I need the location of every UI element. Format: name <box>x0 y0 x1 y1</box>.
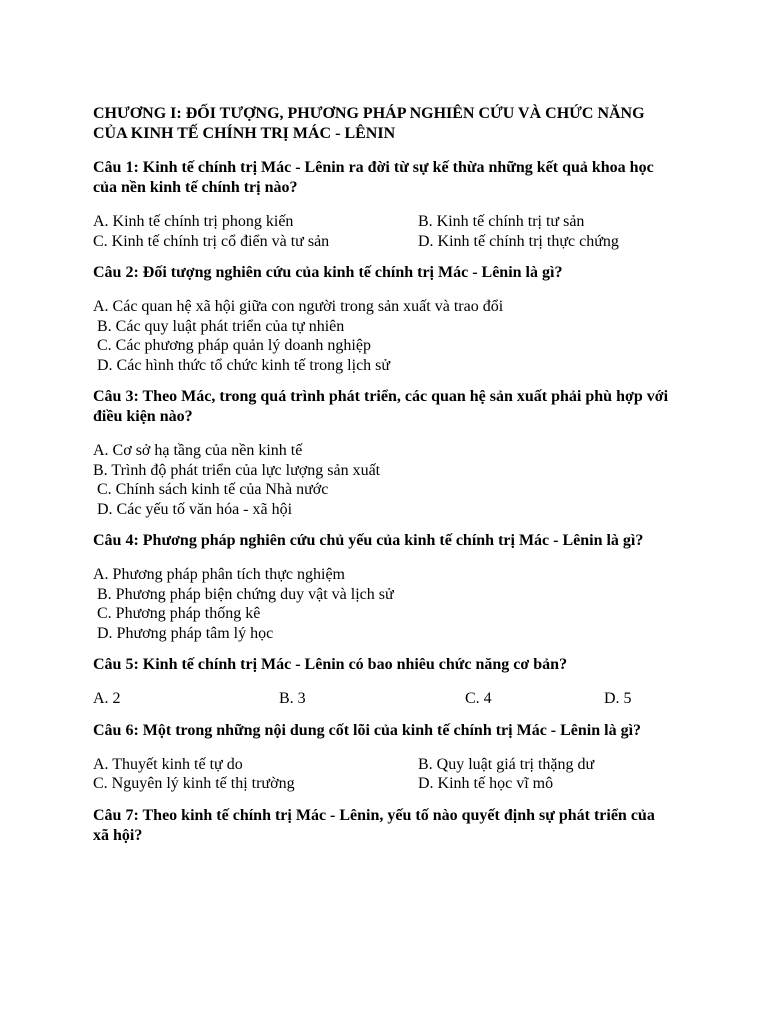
document-page <box>93 104 673 860</box>
options-list <box>93 441 673 519</box>
question-text: Câu 5: Kinh tế chính trị Mác - Lênin có bao nhiêu chức năng cơ bản? <box>93 656 568 673</box>
option-b: B. Các quy luật phát triển của tự nhiên <box>93 317 345 335</box>
question-3 <box>93 387 673 519</box>
option-b: B. Kinh tế chính trị tư sản <box>418 213 585 230</box>
question-text: Câu 7: Theo kinh tế chính trị Mác - Lênin, yếu tố nào quyết định sự phát triển của xã hội? <box>93 806 655 844</box>
options-list <box>93 565 673 643</box>
option-a: A. Thuyết kinh tế tự do <box>93 755 243 773</box>
option-a: A. Phương pháp phân tích thực nghiệm <box>93 566 345 583</box>
question-7 <box>93 806 673 846</box>
option-c: C. Phương pháp thống kê <box>93 605 261 622</box>
option-a: A. Kinh tế chính trị phong kiến <box>93 213 294 230</box>
chapter-title: CHƯƠNG I: ĐỐI TƯỢNG, PHƯƠNG PHÁP NGHIÊN CỨU VÀ CHỨC NĂNG CỦA KINH TẾ CHÍNH TRỊ MÁC - LÊNIN <box>93 105 645 142</box>
question-text: Câu 6: Một trong những nội dung cốt lõi của kinh tế chính trị Mác - Lênin là gì? <box>93 721 642 739</box>
option-d: D. Kinh tế chính trị thực chứng <box>418 232 619 250</box>
option-d: D. Các hình thức tổ chức kinh tế trong lịch sử <box>93 356 391 374</box>
question-text: Câu 2: Đối tượng nghiên cứu của kinh tế chính trị Mác - Lênin là gì? <box>93 264 563 281</box>
option-c: C. Chính sách kinh tế của Nhà nước <box>93 481 329 498</box>
question-4 <box>93 531 673 643</box>
options-grid <box>93 212 673 251</box>
option-a: A. Các quan hệ xã hội giữa con người trong sản xuất và trao đổi <box>93 298 504 315</box>
option-b: B. 3 <box>279 690 306 707</box>
question-6 <box>93 721 673 794</box>
option-c: C. Nguyên lý kinh tế thị trường <box>93 775 295 792</box>
option-b: B. Quy luật giá trị thặng dư <box>418 755 595 773</box>
option-c: C. Các phương pháp quản lý doanh nghiệp <box>93 337 371 354</box>
question-text: Câu 1: Kinh tế chính trị Mác - Lênin ra đời từ sự kế thừa những kết quả khoa học của nền kinh tế chính trị nào? <box>93 159 654 196</box>
option-b: B. Phương pháp biện chứng duy vật và lịch sử <box>93 585 394 603</box>
option-c: C. 4 <box>465 690 492 707</box>
question-text: Câu 3: Theo Mác, trong quá trình phát triển, các quan hệ sản xuất phải phù hợp với điều kiện nào? <box>93 388 669 425</box>
option-a: A. Cơ sở hạ tầng của nền kinh tế <box>93 442 303 459</box>
option-d: D. Phương pháp tâm lý học <box>93 624 274 642</box>
options-row <box>93 689 673 709</box>
options-grid <box>93 755 673 794</box>
option-d: D. 5 <box>604 690 632 707</box>
option-a: A. 2 <box>93 690 121 707</box>
question-text: Câu 4: Phương pháp nghiên cứu chủ yếu của kinh tế chính trị Mác - Lênin là gì? <box>93 532 644 549</box>
option-d: D. Kinh tế học vĩ mô <box>418 775 554 792</box>
options-list <box>93 297 673 375</box>
option-d: D. Các yếu tố văn hóa - xã hội <box>93 500 293 518</box>
question-2 <box>93 263 673 375</box>
option-b: B. Trình độ phát triển của lực lượng sản xuất <box>93 461 381 479</box>
question-5 <box>93 655 673 709</box>
option-c: C. Kinh tế chính trị cổ điển và tư sản <box>93 232 330 250</box>
question-1 <box>93 158 673 251</box>
